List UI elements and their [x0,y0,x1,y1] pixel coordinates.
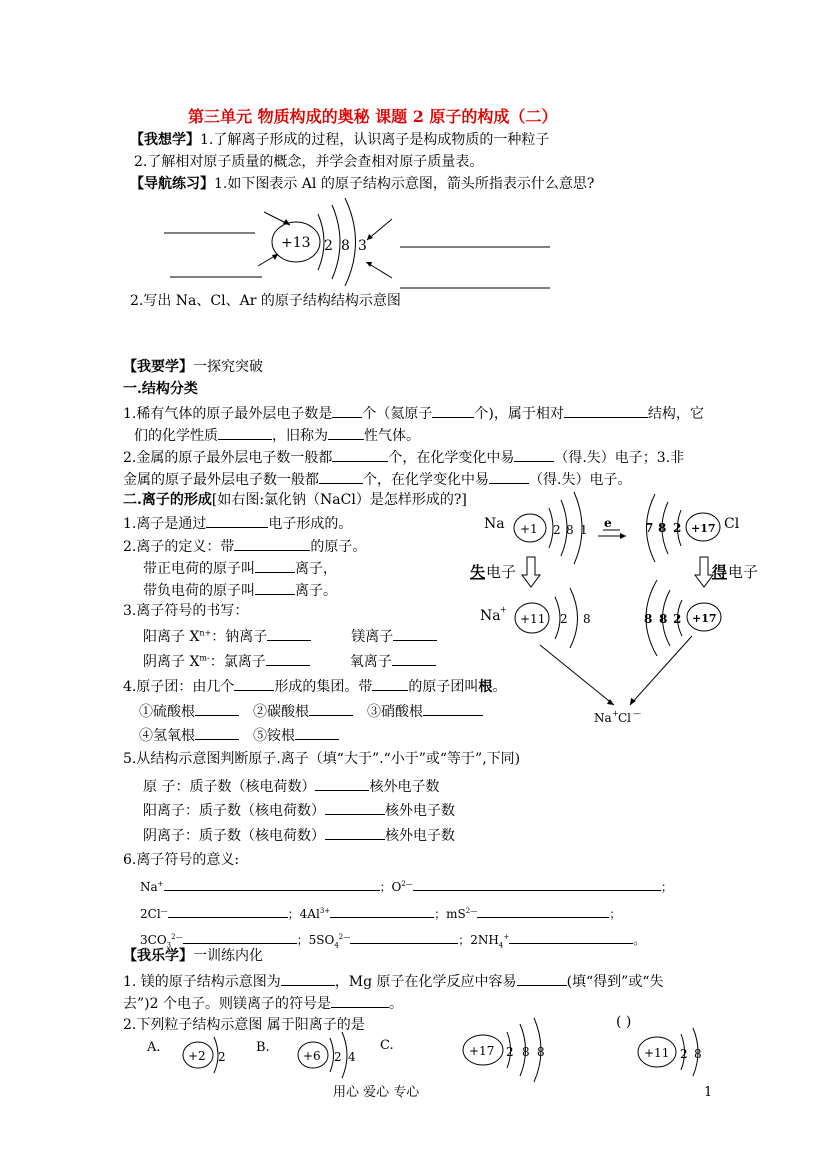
s2-e: 个，在化学变化中易 [363,472,489,488]
semi: ； [379,880,392,894]
cl-ion-shell-2: 8 [659,612,668,626]
option-c-shell-1: 2 [506,1045,514,1059]
cmp-b: 阳离子：质子数（核电荷数） [143,803,325,819]
cl-label: Cl [724,516,740,532]
nav-label: 【导航练习】 [130,176,214,192]
cation-b: ：钠离子 [211,629,268,645]
s2-c: （得.失）电子；3.非 [554,450,685,466]
radical-5: ⑤铵根 [253,728,295,744]
na-label: Na [484,516,505,532]
i1-a: 1.离子是通过 [123,516,207,532]
m6: 3CO [140,933,167,947]
na-ion-label: Na [480,608,501,624]
s1-e: 们的化学性质 [134,428,218,444]
m2: O [391,880,402,894]
s1-f: ，旧称为 [272,428,328,444]
s1-d: 结构，它 [647,406,704,422]
i2-a: 2.离子的定义：带 [123,539,235,555]
i4-e: 。 [492,679,507,695]
semi: ； [458,933,471,947]
explore-suffix: 一探究突破 [193,359,263,375]
i2-c: 带正电荷的原子叫 [143,561,255,577]
m6-sub: 3 [166,941,172,950]
option-b-label[interactable]: B. [256,1040,270,1055]
lose-b: 电子 [486,563,517,581]
m5-sup: 2— [465,907,478,915]
i4-d: 根 [478,679,493,695]
s1-c: 个)，属于相对 [474,406,564,422]
i2-b: 的原子。 [310,539,367,555]
cl-ion-shell-3: 2 [673,612,682,626]
nav-q1: 1.如下图表示 Al 的原子结构示意图，箭头所指表示什么意思? [214,176,595,192]
m8-sup: + [503,933,510,941]
option-d-shell-1: 2 [680,1047,688,1061]
semi: ； [287,907,300,921]
s2-d: 金属的原子最外层电子数一般都 [123,472,319,488]
na-shell-1: 2 [553,523,561,537]
na-ion-shell-2: 8 [583,612,591,626]
ion-line-5: 3.离子符号的书写： [123,603,249,619]
i4-b: 形成的集团。带 [274,679,373,695]
p1-b: ，Mg 原子在化学反应中容易 [334,974,517,990]
cmp-a: 原 子：质子数（核电荷数） [143,779,316,795]
radical-4: ④氢氧根 [139,728,195,744]
page-title: 第三单元 物质构成的奥秘 课题 2 原子的构成（二） [188,107,558,126]
option-a-shell-1: 2 [218,1050,226,1064]
product-sup: + [612,709,619,718]
s1-a: 1.稀有气体的原子最外层电子数是 [123,406,333,422]
end: 。 [633,933,646,947]
i2-f: 离子。 [295,583,337,599]
m7-sub: 4 [334,941,339,950]
explore-label: 【我要学】 [123,359,193,375]
option-d-nucleus: +11 [644,1046,670,1060]
mg-ion: 镁离子 [351,629,394,645]
option-a-label[interactable]: A. [147,1040,161,1055]
goal-2: 2.了解相对原子质量的概念，并学会查相对原子质量表。 [134,154,484,170]
option-c-nucleus: +17 [469,1044,495,1058]
semi: ； [660,880,673,894]
section-structure: 一.结构分类 [123,381,198,397]
semi: ； [296,933,309,947]
option-b-shell-2: 4 [348,1050,356,1064]
practice-line-3: 2.下列粒子结构示意图 属于阳离子的是 [123,1017,365,1033]
radical-1: ①硫酸根 [139,704,195,720]
goals-label: 【我想学】 [130,132,200,148]
p1-a: 1. 镁的原子结构示意图为 [123,974,281,990]
cl-ion-nucleus: +17 [692,612,717,625]
option-b-shell-1: 2 [334,1050,342,1064]
sec2-note: [如右图:氯化钠（NaCl）是怎样形成的?] [211,492,467,508]
m3: 2Cl [140,907,161,921]
al-nucleus: +13 [281,235,311,251]
anion-a: 阴离子 X [143,654,200,670]
m1-sup: + [157,880,164,888]
cl-nucleus: +17 [691,522,716,535]
m7: 5SO [308,933,335,947]
m6-sup: 2— [171,933,183,941]
nav-q2: 2.写出 Na、Cl、Ar 的原子结构结构示意图 [130,293,401,309]
cmp-c2: 核外电子数 [385,828,455,844]
o-ion: 氧离子 [349,654,392,670]
lose-a: 失 [470,563,486,581]
option-c-shell-2: 8 [522,1045,530,1059]
m5: mS [446,907,466,921]
m1: Na [140,880,158,894]
m4: 4Al [299,907,320,921]
m8-sub: 4 [498,941,504,950]
na-ion-sup: + [500,605,507,614]
cl-ion-shell-1: 8 [644,612,653,626]
al-shell-3: 3 [358,238,367,254]
cmp-c: 阴离子：质子数（核电荷数） [143,828,325,844]
product-sup2: — [633,709,641,718]
na-shell-3: 1 [580,523,588,537]
m4-sup: 3+ [319,907,331,915]
option-c-label[interactable]: C. [380,1038,394,1053]
radical-2: ②碳酸根 [253,704,309,720]
cmp-b2: 核外电子数 [385,803,455,819]
option-c-shell-3: 8 [537,1045,545,1059]
na-nucleus: +1 [520,522,538,536]
answer-paren[interactable]: ( ) [616,1014,632,1030]
al-shell-1: 2 [324,238,333,254]
option-a-nucleus: +2 [188,1049,206,1063]
option-d-shell-2: 8 [694,1047,702,1061]
al-shell-2: 8 [341,238,350,254]
s1-b: 个（氦原子 [362,406,433,422]
radical-3: ③硝酸根 [367,704,423,720]
m7-sup: 2— [338,933,351,941]
i4-c: 的原子团叫 [408,679,479,695]
page-number: 1 [704,1085,713,1100]
cl-shell-1: 7 [645,521,654,535]
product-cl: Cl [618,711,632,725]
semi: ； [609,907,622,921]
anion-b: ：氯离子 [209,654,266,670]
option-b-nucleus: +6 [303,1049,321,1063]
gain-b: 电子 [728,563,759,581]
sec2-title: 二.离子的形成 [123,492,212,508]
ion-line-7: 5.从结构示意图判断原子.离子（填“大于”.“小于”或“等于”,下同) [123,751,521,767]
p1-d: 去”)2 个电子。则镁离子的符号是 [123,996,331,1012]
na-ion-shell-1: 2 [560,612,568,626]
p1-e: 。 [388,996,403,1012]
na-shell-2: 8 [566,523,574,537]
product-na: Na [594,711,612,725]
cl-shell-3: 2 [673,521,682,535]
cation-sup: n+ [199,628,212,638]
ion-line-8: 6.离子符号的意义: [123,852,240,868]
s2-b: 个，在化学变化中易 [388,450,515,466]
footer-motto: 用心 爱心 专心 [333,1085,420,1100]
s1-g: 性气体。 [364,428,420,444]
semi: ； [434,907,447,921]
anion-sup: m- [199,653,210,663]
practice-label: 【我乐学】 [123,948,193,964]
s2-f: （得.失）电子。 [529,472,632,488]
i2-d: 离子， [295,561,337,577]
goal-1: 1.了解离子形成的过程，认识离子是构成物质的一种粒子 [200,132,550,148]
i4-a: 4.原子团：由几个 [123,679,235,695]
cation-a: 阳离子 X [143,629,200,645]
electron-label: e [604,516,612,530]
m2-sup: 2— [401,880,413,888]
cl-shell-2: 8 [658,521,667,535]
i2-e: 带负电荷的原子叫 [143,583,255,599]
s2-a: 2.金属的原子最外层电子数一般都 [123,450,333,466]
gain-a: 得 [712,563,728,581]
m3-sup: — [160,907,168,915]
practice-suffix: 一训练内化 [193,948,263,964]
m8: 2NH [470,933,499,947]
cmp-a2: 核外电子数 [369,779,440,795]
na-ion-nucleus: +11 [520,612,546,626]
i1-b: 电子形成的。 [268,516,353,532]
p1-c: (填“得到”或“失 [566,974,664,990]
